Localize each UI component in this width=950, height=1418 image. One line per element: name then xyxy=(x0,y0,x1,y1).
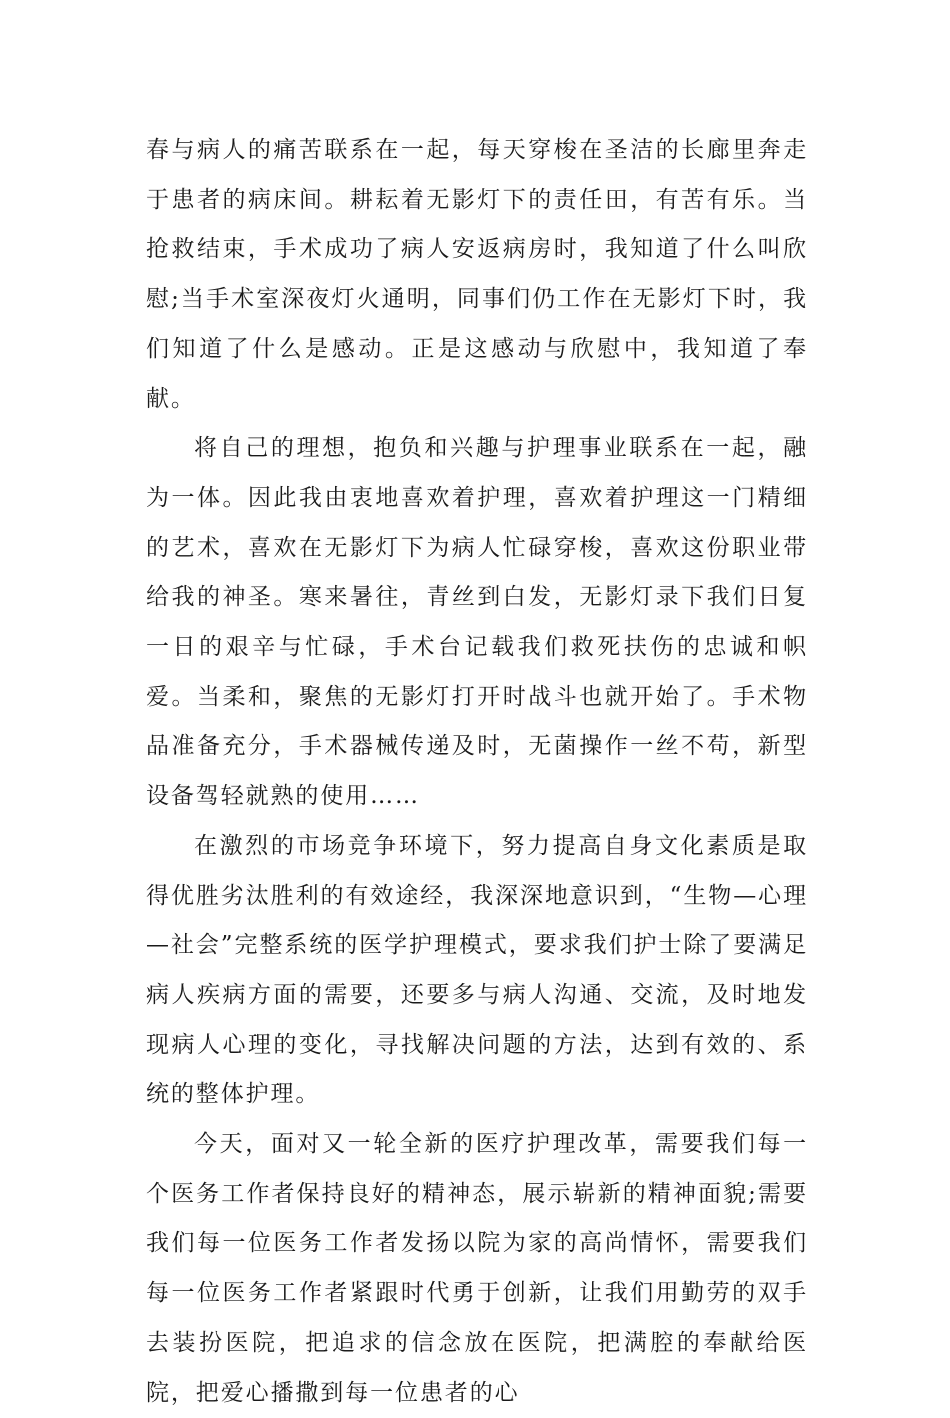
paragraph-1: 春与病人的痛苦联系在一起，每天穿梭在圣洁的长廊里奔走于患者的病床间。耕耘着无影灯下的责任田，有苦有乐。当抢救结束，手术成功了病人安返病房时，我知道了什么叫欣慰;当手术室深夜灯火通明，同事们仍工作在无影灯下时，我们知道了什么是感动。正是这感动与欣慰中，我知道了奉献。 xyxy=(146,137,808,412)
document-body xyxy=(146,126,808,1418)
paragraph-2: 将自己的理想，抱负和兴趣与护理事业联系在一起，融为一体。因此我由衷地喜欢着护理，喜欢着护理这一门精细的艺术，喜欢在无影灯下为病人忙碌穿梭，喜欢这份职业带给我的神圣。寒来暑往，青丝到白发，无影灯录下我们日复一日的艰辛与忙碌，手术台记载我们救死扶伤的忠诚和帜爱。当柔和，聚焦的无影灯打开时战斗也就开始了。手术物品准备充分，手术器械传递及时，无菌操作一丝不苟，新型设备驾轻就熟的使用…… xyxy=(146,435,808,810)
paragraph-3: 在激烈的市场竞争环境下，努力提高自身文化素质是取得优胜劣汰胜利的有效途经，我深深地意识到，“生物—心理—社会”完整系统的医学护理模式，要求我们护士除了要满足病人疾病方面的需要，还要多与病人沟通、交流，及时地发现病人心理的变化，寻找解决问题的方法，达到有效的、系统的整体护理。 xyxy=(146,832,808,1108)
paragraph-4: 今天，面对又一轮全新的医疗护理改革，需要我们每一个医务工作者保持良好的精神态，展示崭新的精神面貌;需要我们每一位医务工作者发扬以院为家的高尚情怀，需要我们每一位医务工作者紧跟时代勇于创新，让我们用勤劳的双手去装扮医院，把追求的信念放在医院，把满腔的奉献给医院，把爱心播撒到每一位患者的心 xyxy=(146,1131,808,1406)
